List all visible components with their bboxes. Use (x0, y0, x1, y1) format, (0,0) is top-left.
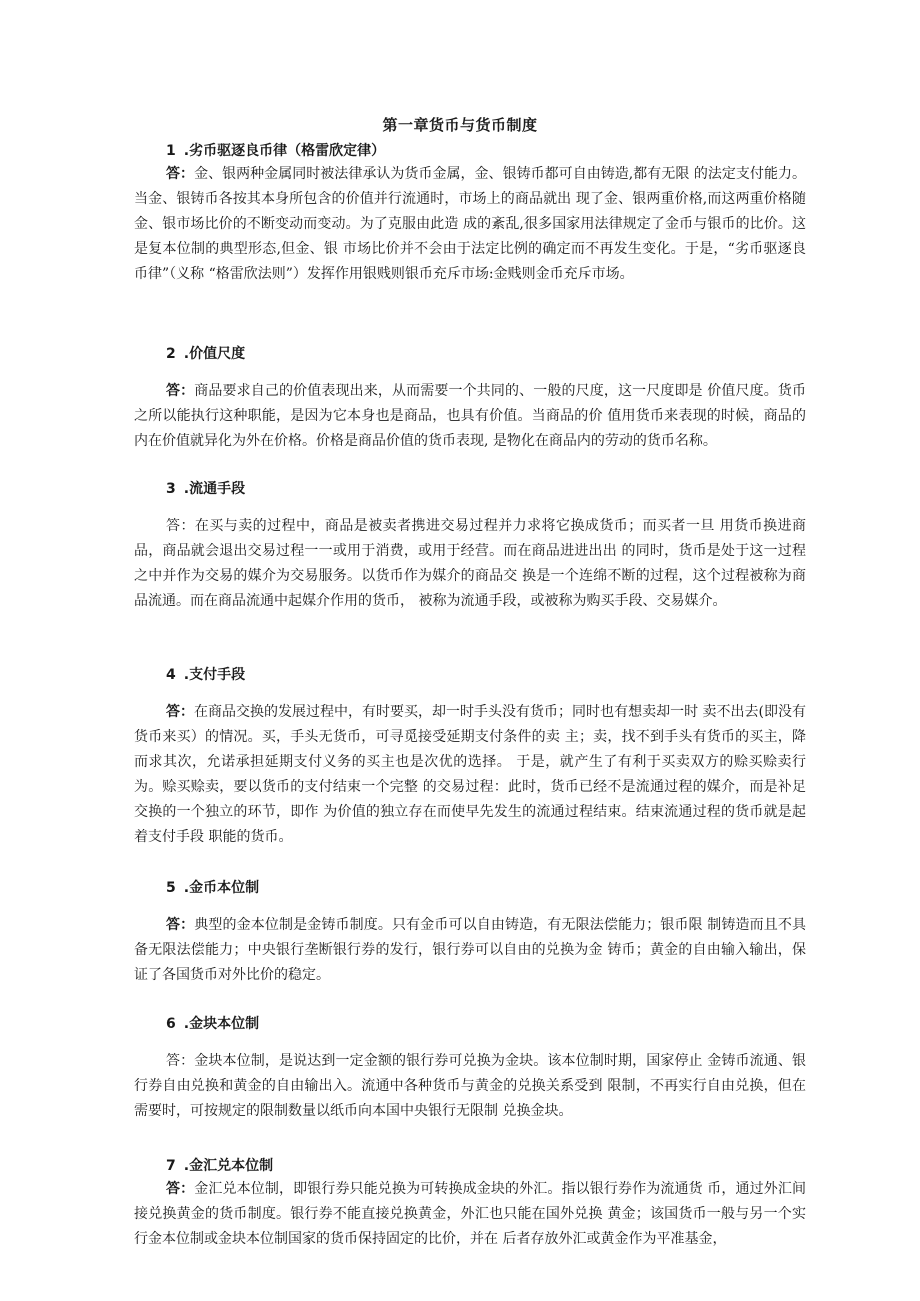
section-number: 7 (166, 1158, 176, 1174)
section-body (134, 162, 806, 287)
section-number: 5 (166, 880, 176, 896)
section-title: .支付手段 (183, 667, 246, 683)
section-body (134, 514, 806, 614)
answer-label: 答： (166, 166, 195, 182)
section-heading (134, 343, 806, 365)
section-heading (134, 478, 806, 500)
answer-label: 答： (166, 704, 195, 720)
section-text: 金块本位制，是说达到一定金额的银行券可兑换为金块。该本位制时期，国家停止 金铸币流通、银行券自由兑换和黄金的自由输出入。流通中各种货币与黄金的兑换关系受到 限制，不再实行自由兑换，但在需要时，可按规定的限制数量以纸币向本国中央银行无限制 兑换金块。 (134, 1053, 806, 1119)
answer-label: 答： (166, 917, 195, 933)
section-body (134, 1049, 806, 1124)
section-title: .金汇兑本位制 (183, 1158, 274, 1174)
answer-label: 答： (166, 1053, 195, 1069)
answer-label: 答： (166, 1181, 195, 1197)
section-title: .价值尺度 (183, 346, 246, 362)
section-body (134, 1177, 806, 1252)
section-body (134, 379, 806, 454)
section-text: 商品要求自己的价值表现出来，从而需要一个共同的、一般的尺度，这一尺度即是 价值尺度。货币之所以能执行这种职能，是因为它本身也是商品，也具有价值。当商品的价 值用货币来表现的时候，商品的内在价值就异化为外在价格。价格是商品价值的货币表现, 是物化在商品内的劳动的货币名称。 (134, 383, 806, 449)
section-text: 在买与卖的过程中，商品是被卖者携进交易过程并力求将它换成货币；而买者一旦 用货币换进商品，商品就会退出交易过程一一或用于消费，或用于经营。而在商品进进出出 的同时，货币是处于这一过程之中并作为交易的媒介为交易服务。以货币作为媒介的商品交 换是一个连绵不断的过程，这个过程被称为商品流通。而在商品流通中起媒介作用的货币， 被称为流通手段，或被称为购买手段、交易媒介。 (134, 518, 806, 609)
section-text: 金汇兑本位制，即银行券只能兑换为可转换成金块的外汇。指以银行券作为流通货 币，通过外汇间接兑换黄金的货币制度。银行券不能直接兑换黄金，外汇也只能在国外兑换 黄金；该国货币一般与另一个实行金本位制或金块本位制国家的货币保持固定的比价，并在 后者存放外汇或黄金作为平准基金， (134, 1181, 806, 1247)
section-text: 典型的金本位制是金铸币制度。只有金币可以自由铸造，有无限法偿能力；银币限 制铸造而且不具备无限法偿能力；中央银行垄断银行券的发行，银行券可以自由的兑换为金 铸币；黄金的自由输入输出，保证了各国货币对外比价的稳定。 (134, 917, 806, 983)
section-heading (134, 1155, 806, 1177)
section-heading (134, 664, 806, 686)
section-5 (134, 877, 806, 988)
section-number: 6 (166, 1016, 176, 1032)
section-heading (134, 1013, 806, 1035)
section-number: 1 (166, 143, 176, 159)
section-text: 金、银两种金属同时被法律承认为货币金属，金、银铸币都可自由铸造,都有无限 的法定支付能力。当金、银铸币各按其本身所包含的价值并行流通时，市场上的商品就出 现了金、银两重价格,而这两重价格随金、银市场比价的不断变动而变动。为了克服由此造 成的紊乱,很多国家用法律规定了金币与银币的比价。这是复本位制的典型形态,但金、银 市场比价并不会由于法定比例的确定而不再发生变化。于是，“劣币驱逐良币律”（义称 “格雷欣法则”）发挥作用银贱则银币充斥市场:金贱则金币充斥市场。 (134, 166, 807, 282)
section-4 (134, 664, 806, 850)
section-title: .劣币驱逐良币律（格雷欣定律） (183, 143, 386, 159)
section-1 (134, 140, 806, 287)
section-2 (134, 343, 806, 454)
section-6 (134, 1013, 806, 1124)
section-body (134, 913, 806, 988)
section-number: 3 (166, 481, 176, 497)
section-body (134, 700, 806, 850)
section-title: .金块本位制 (183, 1016, 260, 1032)
answer-label: 答： (166, 383, 195, 399)
section-title: .流通手段 (183, 481, 246, 497)
section-text: 在商品交换的发展过程中，有时要买，却一时手头没有货币；同时也有想卖却一时 卖不出去(即没有货币来买）的情况。买，手头无货币，可寻觅接受延期支付条件的卖 主；卖，找不到手头有货币的买主，降而求其次，允诺承担延期支付义务的买主也是次优的选择。 于是，就产生了有利于买卖双方的赊买赊卖行为。赊买赊卖，要以货币的支付结束一个完整 的交易过程：此时，货币已经不是流通过程的媒介，而是补足交换的一个独立的环节，即作 为价值的独立存在而使早先发生的流通过程结束。结束流通过程的货币就是起着支付手段 职能的货币。 (134, 704, 806, 845)
answer-label: 答： (166, 518, 195, 534)
chapter-title: 第一章货币与货币制度 (382, 116, 538, 134)
section-3 (134, 478, 806, 614)
section-7 (134, 1155, 806, 1252)
section-heading (134, 877, 806, 899)
section-number: 2 (166, 346, 176, 362)
section-heading (134, 140, 806, 162)
section-title: .金币本位制 (183, 880, 260, 896)
section-number: 4 (166, 667, 176, 683)
